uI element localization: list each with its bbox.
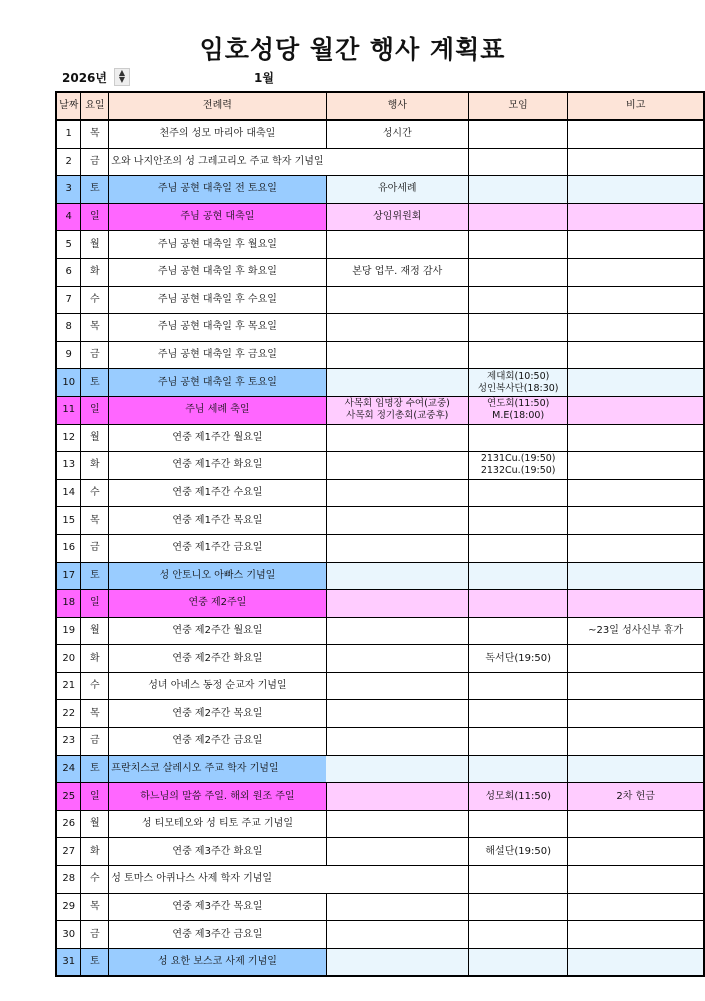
header-note: 비고 [568, 92, 704, 120]
note-cell[interactable] [568, 286, 704, 314]
note-cell[interactable] [568, 203, 704, 231]
note-cell[interactable] [568, 396, 704, 424]
table-row [56, 921, 704, 949]
page-title: 임호성당 월간 행사 계획표 [199, 35, 506, 64]
date-cell[interactable]: 10 [56, 369, 81, 397]
event-cell[interactable] [326, 755, 468, 783]
event-cell[interactable] [326, 645, 468, 673]
liturgy-cell[interactable]: 연중 제3주간 화요일 [109, 838, 326, 866]
year-spinner[interactable]: ▲ ▼ [114, 68, 130, 86]
weekday-cell[interactable]: 토 [81, 369, 109, 397]
meeting-cell[interactable] [468, 424, 567, 452]
meeting-cell[interactable] [468, 755, 567, 783]
meeting-cell[interactable]: 성모회(11:50) [468, 783, 567, 811]
date-cell[interactable]: 25 [56, 783, 81, 811]
liturgy-cell[interactable]: 성 티모테오와 성 티토 주교 기념일 [109, 810, 326, 838]
meeting-cell[interactable]: 해설단(19:50) [468, 838, 567, 866]
event-cell[interactable] [326, 562, 468, 590]
table-row [56, 534, 704, 562]
event-cell[interactable] [326, 369, 468, 397]
weekday-cell[interactable]: 수 [81, 866, 109, 894]
liturgy-cell[interactable]: 연중 제2주간 화요일 [109, 645, 326, 673]
meeting-cell[interactable] [468, 258, 567, 286]
note-cell[interactable] [568, 728, 704, 756]
weekday-cell[interactable]: 일 [81, 203, 109, 231]
note-cell[interactable] [568, 534, 704, 562]
note-cell[interactable] [568, 258, 704, 286]
note-cell[interactable] [568, 148, 704, 176]
date-cell[interactable]: 13 [56, 452, 81, 480]
event-cell[interactable] [326, 866, 468, 894]
liturgy-cell[interactable]: 연중 제1주간 화요일 [109, 452, 326, 480]
meeting-cell[interactable] [468, 921, 567, 949]
table-row [56, 948, 704, 976]
weekday-cell[interactable]: 수 [81, 286, 109, 314]
liturgy-cell[interactable]: 연중 제2주간 목요일 [109, 700, 326, 728]
meeting-cell[interactable] [468, 948, 567, 976]
event-cell[interactable] [326, 479, 468, 507]
date-cell[interactable]: 14 [56, 479, 81, 507]
liturgy-cell[interactable]: 하느님의 말씀 주일. 해외 원조 주일 [109, 783, 326, 811]
date-cell[interactable]: 9 [56, 341, 81, 369]
liturgy-cell[interactable]: 주님 공현 대축일 후 토요일 [109, 369, 326, 397]
event-cell[interactable]: 본당 업무. 재정 감사 [326, 258, 468, 286]
weekday-cell[interactable]: 목 [81, 700, 109, 728]
meeting-cell[interactable] [468, 231, 567, 259]
date-cell[interactable]: 11 [56, 396, 81, 424]
table-row [56, 148, 704, 176]
header-event: 행사 [326, 92, 468, 120]
meeting-cell[interactable] [468, 479, 567, 507]
table-row [56, 479, 704, 507]
meeting-cell[interactable] [468, 507, 567, 535]
date-cell[interactable]: 20 [56, 645, 81, 673]
event-cell[interactable] [326, 783, 468, 811]
date-cell[interactable]: 19 [56, 617, 81, 645]
meeting-cell[interactable] [468, 728, 567, 756]
note-cell[interactable] [568, 893, 704, 921]
meeting-cell[interactable] [468, 562, 567, 590]
note-cell[interactable] [568, 810, 704, 838]
date-cell[interactable]: 6 [56, 258, 81, 286]
table-row [56, 258, 704, 286]
event-cell[interactable] [326, 921, 468, 949]
meeting-cell[interactable] [468, 120, 567, 148]
liturgy-cell[interactable]: 성녀 아녜스 동정 순교자 기념일 [109, 672, 326, 700]
event-cell[interactable] [326, 507, 468, 535]
liturgy-cell[interactable]: 연중 제2주간 금요일 [109, 728, 326, 756]
schedule-table [55, 91, 705, 977]
table-row [56, 810, 704, 838]
liturgy-cell[interactable]: 오와 나지안조의 성 그레고리오 주교 학자 기념일 [109, 148, 326, 176]
weekday-cell[interactable]: 수 [81, 672, 109, 700]
table-row [56, 562, 704, 590]
weekday-cell[interactable]: 목 [81, 314, 109, 342]
note-cell[interactable] [568, 562, 704, 590]
event-cell[interactable] [326, 148, 468, 176]
meeting-cell[interactable] [468, 866, 567, 894]
event-cell[interactable] [326, 314, 468, 342]
table-row [56, 866, 704, 894]
weekday-cell[interactable]: 토 [81, 755, 109, 783]
event-cell[interactable]: 사목회 임명장 수여(교중) 사목회 정기총회(교중후) [326, 396, 468, 424]
event-cell[interactable] [326, 590, 468, 618]
date-cell[interactable]: 7 [56, 286, 81, 314]
table-row [56, 838, 704, 866]
weekday-cell[interactable]: 일 [81, 783, 109, 811]
liturgy-cell[interactable]: 연중 제1주간 월요일 [109, 424, 326, 452]
table-row [56, 728, 704, 756]
date-cell[interactable]: 5 [56, 231, 81, 259]
event-cell[interactable] [326, 534, 468, 562]
date-cell[interactable]: 22 [56, 700, 81, 728]
note-cell[interactable] [568, 672, 704, 700]
weekday-cell[interactable]: 목 [81, 893, 109, 921]
date-cell[interactable]: 29 [56, 893, 81, 921]
date-cell[interactable]: 2 [56, 148, 81, 176]
date-cell[interactable]: 8 [56, 314, 81, 342]
note-cell[interactable] [568, 590, 704, 618]
table-row [56, 314, 704, 342]
note-cell[interactable] [568, 838, 704, 866]
weekday-cell[interactable]: 화 [81, 645, 109, 673]
table-row [56, 590, 704, 618]
weekday-cell[interactable]: 화 [81, 838, 109, 866]
weekday-cell[interactable]: 수 [81, 479, 109, 507]
liturgy-cell[interactable]: 연중 제1주간 수요일 [109, 479, 326, 507]
table-row [56, 203, 704, 231]
note-cell[interactable] [568, 479, 704, 507]
meeting-cell[interactable] [468, 700, 567, 728]
note-cell[interactable]: ~23일 성사신부 휴가 [568, 617, 704, 645]
event-cell[interactable]: 유아세례 [326, 176, 468, 204]
date-cell[interactable]: 30 [56, 921, 81, 949]
note-cell[interactable] [568, 369, 704, 397]
weekday-cell[interactable]: 토 [81, 948, 109, 976]
meeting-cell[interactable] [468, 672, 567, 700]
meeting-cell[interactable] [468, 176, 567, 204]
liturgy-cell[interactable]: 연중 제3주간 금요일 [109, 921, 326, 949]
event-cell[interactable] [326, 810, 468, 838]
weekday-cell[interactable]: 화 [81, 452, 109, 480]
weekday-cell[interactable]: 토 [81, 176, 109, 204]
note-cell[interactable] [568, 866, 704, 894]
liturgy-cell[interactable]: 주님 공현 대축일 후 월요일 [109, 231, 326, 259]
table-row [56, 341, 704, 369]
liturgy-cell[interactable]: 천주의 성모 마리아 대축일 [109, 120, 326, 148]
weekday-cell[interactable]: 화 [81, 258, 109, 286]
date-cell[interactable]: 3 [56, 176, 81, 204]
note-cell[interactable] [568, 120, 704, 148]
event-cell[interactable]: 성시간 [326, 120, 468, 148]
month-label: 1월 [254, 71, 274, 85]
event-cell[interactable] [326, 728, 468, 756]
meeting-cell[interactable] [468, 617, 567, 645]
table-row [56, 783, 704, 811]
meeting-cell[interactable]: 연도회(11:50) M.E(18:00) [468, 396, 567, 424]
weekday-cell[interactable]: 금 [81, 728, 109, 756]
table-row [56, 369, 704, 397]
event-cell[interactable] [326, 700, 468, 728]
liturgy-cell[interactable]: 연중 제1주간 금요일 [109, 534, 326, 562]
note-cell[interactable] [568, 452, 704, 480]
date-cell[interactable]: 31 [56, 948, 81, 976]
liturgy-cell[interactable]: 주님 공현 대축일 전 토요일 [109, 176, 326, 204]
weekday-cell[interactable]: 목 [81, 507, 109, 535]
note-cell[interactable] [568, 231, 704, 259]
date-cell[interactable]: 21 [56, 672, 81, 700]
header-liturgy: 전례력 [109, 92, 326, 120]
note-cell[interactable] [568, 645, 704, 673]
note-cell[interactable] [568, 700, 704, 728]
meeting-cell[interactable] [468, 341, 567, 369]
table-row [56, 176, 704, 204]
event-cell[interactable] [326, 617, 468, 645]
note-cell[interactable] [568, 507, 704, 535]
liturgy-cell[interactable]: 주님 공현 대축일 후 금요일 [109, 341, 326, 369]
date-cell[interactable]: 4 [56, 203, 81, 231]
table-row [56, 755, 704, 783]
note-cell[interactable] [568, 948, 704, 976]
date-cell[interactable]: 28 [56, 866, 81, 894]
weekday-cell[interactable]: 금 [81, 148, 109, 176]
note-cell[interactable]: 2차 헌금 [568, 783, 704, 811]
liturgy-cell[interactable]: 성 요한 보스코 사제 기념일 [109, 948, 326, 976]
header-row [56, 92, 704, 120]
note-cell[interactable] [568, 176, 704, 204]
date-cell[interactable]: 12 [56, 424, 81, 452]
meeting-cell[interactable] [468, 590, 567, 618]
table-row [56, 396, 704, 424]
weekday-cell[interactable]: 월 [81, 231, 109, 259]
table-row [56, 672, 704, 700]
meeting-cell[interactable] [468, 893, 567, 921]
liturgy-cell[interactable]: 프란치스코 살레시오 주교 학자 기념일 [109, 755, 326, 783]
weekday-cell[interactable]: 목 [81, 120, 109, 148]
date-cell[interactable]: 24 [56, 755, 81, 783]
note-cell[interactable] [568, 921, 704, 949]
table-row [56, 452, 704, 480]
note-cell[interactable] [568, 341, 704, 369]
date-cell[interactable]: 1 [56, 120, 81, 148]
event-cell[interactable] [326, 838, 468, 866]
table-row [56, 120, 704, 148]
year-label: 2026년 [62, 71, 107, 85]
event-cell[interactable] [326, 286, 468, 314]
meeting-cell[interactable]: 제대회(10:50) 성인복사단(18:30) [468, 369, 567, 397]
liturgy-cell[interactable]: 주님 공현 대축일 후 목요일 [109, 314, 326, 342]
meeting-cell[interactable] [468, 148, 567, 176]
date-cell[interactable]: 15 [56, 507, 81, 535]
meeting-cell[interactable] [468, 314, 567, 342]
weekday-cell[interactable]: 월 [81, 424, 109, 452]
event-cell[interactable]: 상임위원회 [326, 203, 468, 231]
date-cell[interactable]: 27 [56, 838, 81, 866]
table-row [56, 893, 704, 921]
liturgy-cell[interactable]: 주님 세례 축일 [109, 396, 326, 424]
liturgy-cell[interactable]: 성 토마스 아퀴나스 사제 학자 기념일 [109, 866, 326, 894]
weekday-cell[interactable]: 월 [81, 810, 109, 838]
note-cell[interactable] [568, 424, 704, 452]
event-cell[interactable] [326, 341, 468, 369]
date-cell[interactable]: 23 [56, 728, 81, 756]
table-row [56, 286, 704, 314]
weekday-cell[interactable]: 일 [81, 396, 109, 424]
meeting-cell[interactable] [468, 534, 567, 562]
liturgy-cell[interactable]: 연중 제2주일 [109, 590, 326, 618]
liturgy-cell[interactable]: 연중 제3주간 목요일 [109, 893, 326, 921]
event-cell[interactable] [326, 452, 468, 480]
date-cell[interactable]: 18 [56, 590, 81, 618]
table-row [56, 645, 704, 673]
header-date: 날짜 [56, 92, 81, 120]
table-row [56, 507, 704, 535]
weekday-cell[interactable]: 토 [81, 562, 109, 590]
table-row [56, 424, 704, 452]
liturgy-cell[interactable]: 주님 공현 대축일 [109, 203, 326, 231]
table-row [56, 617, 704, 645]
date-cell[interactable]: 16 [56, 534, 81, 562]
meeting-cell[interactable] [468, 203, 567, 231]
meeting-cell[interactable]: 2131Cu.(19:50) 2132Cu.(19:50) [468, 452, 567, 480]
weekday-cell[interactable]: 금 [81, 534, 109, 562]
event-cell[interactable] [326, 424, 468, 452]
meeting-cell[interactable]: 독서단(19:50) [468, 645, 567, 673]
weekday-cell[interactable]: 일 [81, 590, 109, 618]
note-cell[interactable] [568, 755, 704, 783]
event-cell[interactable] [326, 893, 468, 921]
date-cell[interactable]: 26 [56, 810, 81, 838]
liturgy-cell[interactable]: 주님 공현 대축일 후 수요일 [109, 286, 326, 314]
weekday-cell[interactable]: 금 [81, 921, 109, 949]
header-meeting: 모임 [468, 92, 567, 120]
liturgy-cell[interactable]: 성 안토니오 아빠스 기념일 [109, 562, 326, 590]
note-cell[interactable] [568, 314, 704, 342]
weekday-cell[interactable]: 월 [81, 617, 109, 645]
liturgy-cell[interactable]: 주님 공현 대축일 후 화요일 [109, 258, 326, 286]
header-weekday: 요일 [81, 92, 109, 120]
meeting-cell[interactable] [468, 286, 567, 314]
table-row [56, 231, 704, 259]
meeting-cell[interactable] [468, 810, 567, 838]
event-cell[interactable] [326, 948, 468, 976]
weekday-cell[interactable]: 금 [81, 341, 109, 369]
liturgy-cell[interactable]: 연중 제1주간 목요일 [109, 507, 326, 535]
event-cell[interactable] [326, 231, 468, 259]
liturgy-cell[interactable]: 연중 제2주간 월요일 [109, 617, 326, 645]
date-cell[interactable]: 17 [56, 562, 81, 590]
event-cell[interactable] [326, 672, 468, 700]
table-row [56, 700, 704, 728]
